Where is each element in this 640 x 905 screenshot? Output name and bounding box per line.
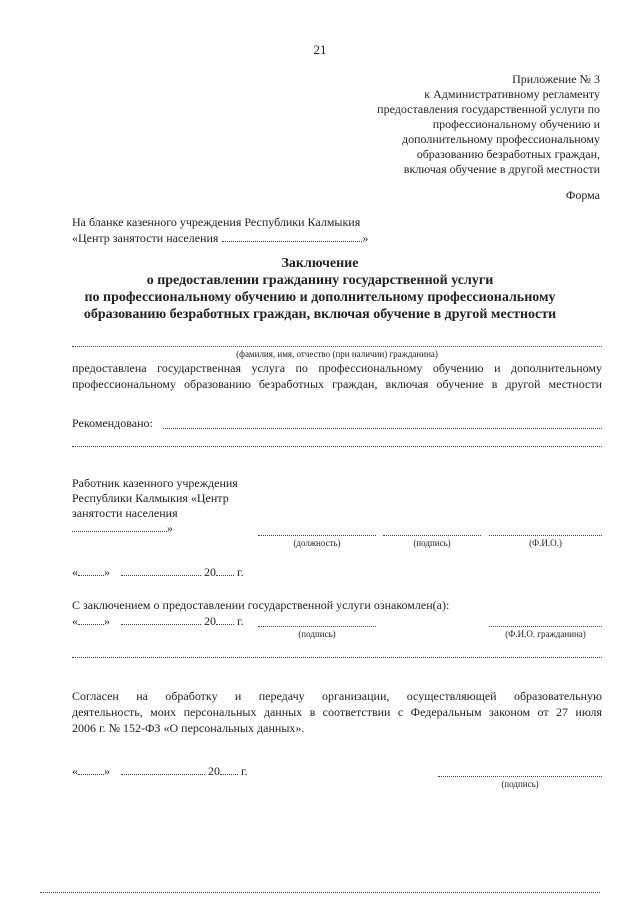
title-line: по профессиональному обучению и дополнительному профессиональному — [84, 290, 556, 305]
fio-caption: (фамилия, имя, отчество (при наличии) гражданина) — [236, 349, 438, 359]
title-line: о предоставлении гражданину государственной услуги — [146, 273, 494, 288]
page-number: 21 — [313, 42, 327, 57]
date-line-2 — [72, 614, 244, 629]
appendix-line: дополнительному профессиональному — [401, 132, 600, 146]
worker-block — [72, 476, 238, 536]
year-prefix: 20 — [204, 614, 216, 628]
position-caption: (должность) — [293, 538, 341, 548]
fio-worker-caption: (Ф.И.О.) — [529, 538, 562, 548]
worker-center-blank[interactable] — [72, 521, 167, 532]
title-line: Заключение — [281, 256, 359, 271]
citizen-signature-field[interactable] — [258, 626, 376, 627]
month-field[interactable] — [121, 764, 205, 775]
fio-worker-field[interactable] — [489, 535, 602, 536]
provided-text-line1: предоставлена государственная услуга по профессиональному обучению и дополнительному — [72, 361, 602, 375]
month-field[interactable] — [121, 565, 201, 576]
year-suffix: г. — [237, 565, 244, 579]
appendix-line: Приложение № 3 — [512, 72, 600, 86]
year-prefix: 20 — [204, 565, 216, 579]
letterhead-suffix: » — [362, 231, 369, 245]
worker-suffix: » — [167, 521, 173, 535]
consent-line1: Согласен на обработку и передачу организации, осуществляющей образовательную — [72, 689, 602, 703]
appendix-block — [300, 72, 600, 177]
acquainted-text: С заключением о предоставлении государственной услуги ознакомлен(а): — [72, 598, 450, 612]
appendix-line: к Административному регламенту — [424, 87, 600, 101]
year-field[interactable] — [216, 565, 234, 576]
worker-line: Республики Калмыкия «Центр — [72, 491, 229, 505]
signature-caption: (подпись) — [413, 538, 451, 548]
separator-line — [72, 657, 602, 658]
appendix-line: профессиональному обучению и — [432, 117, 600, 131]
recommended-field[interactable] — [163, 428, 602, 429]
title-line: образованию безработных граждан, включая обучение в другой местности — [83, 307, 557, 322]
recommended-field-2[interactable] — [72, 446, 602, 447]
close-quote: » — [104, 614, 110, 628]
date-line-1 — [72, 565, 244, 580]
month-field[interactable] — [121, 614, 201, 625]
open-quote: « — [72, 764, 78, 778]
day-field[interactable] — [78, 614, 104, 625]
citizen-fio-caption: (Ф.И.О. гражданина) — [505, 629, 586, 639]
appendix-line: включая обучение в другой местности — [403, 162, 600, 176]
consent-line3: 2006 г. № 152-ФЗ «О персональных данных». — [72, 721, 305, 735]
fio-field[interactable] — [72, 346, 602, 347]
bottom-rule — [40, 892, 600, 893]
signature-field[interactable] — [383, 535, 481, 536]
letterhead-line2 — [72, 231, 368, 246]
worker-line: Работник казенного учреждения — [72, 476, 238, 490]
document-title — [40, 255, 600, 323]
date-line-3 — [72, 764, 248, 779]
citizen-fio-field[interactable] — [489, 626, 602, 627]
appendix-line: образованию безработных граждан, — [416, 147, 600, 161]
form-label: Форма — [565, 188, 600, 202]
worker-line4 — [72, 521, 238, 536]
citizen-signature-caption: (подпись) — [298, 629, 336, 639]
appendix-line: предоставления государственной услуги по — [377, 102, 600, 116]
year-suffix: г. — [241, 764, 248, 778]
year-prefix: 20 — [208, 764, 220, 778]
open-quote: « — [72, 565, 78, 579]
year-field[interactable] — [216, 614, 234, 625]
position-field[interactable] — [258, 535, 376, 536]
close-quote: » — [104, 565, 110, 579]
letterhead-line1: На бланке казенного учреждения Республики Калмыкия — [72, 215, 361, 229]
letterhead-prefix: «Центр занятости населения — [72, 231, 219, 245]
final-signature-field[interactable] — [438, 776, 602, 777]
day-field[interactable] — [78, 764, 104, 775]
close-quote: » — [104, 764, 110, 778]
recommended-label: Рекомендовано: — [72, 416, 153, 430]
year-suffix: г. — [237, 614, 244, 628]
provided-text-line2: профессиональному образованию безработных граждан, включая обучение в другой местности — [72, 377, 602, 391]
consent-line2: деятельность, моих персональных данных в соответствии с Федеральным законом от 27 июля — [72, 705, 602, 719]
open-quote: « — [72, 614, 78, 628]
letterhead-blank[interactable] — [222, 231, 362, 242]
worker-line: занятости населения — [72, 506, 178, 520]
year-field[interactable] — [220, 764, 238, 775]
final-signature-caption: (подпись) — [501, 779, 539, 789]
day-field[interactable] — [78, 565, 104, 576]
